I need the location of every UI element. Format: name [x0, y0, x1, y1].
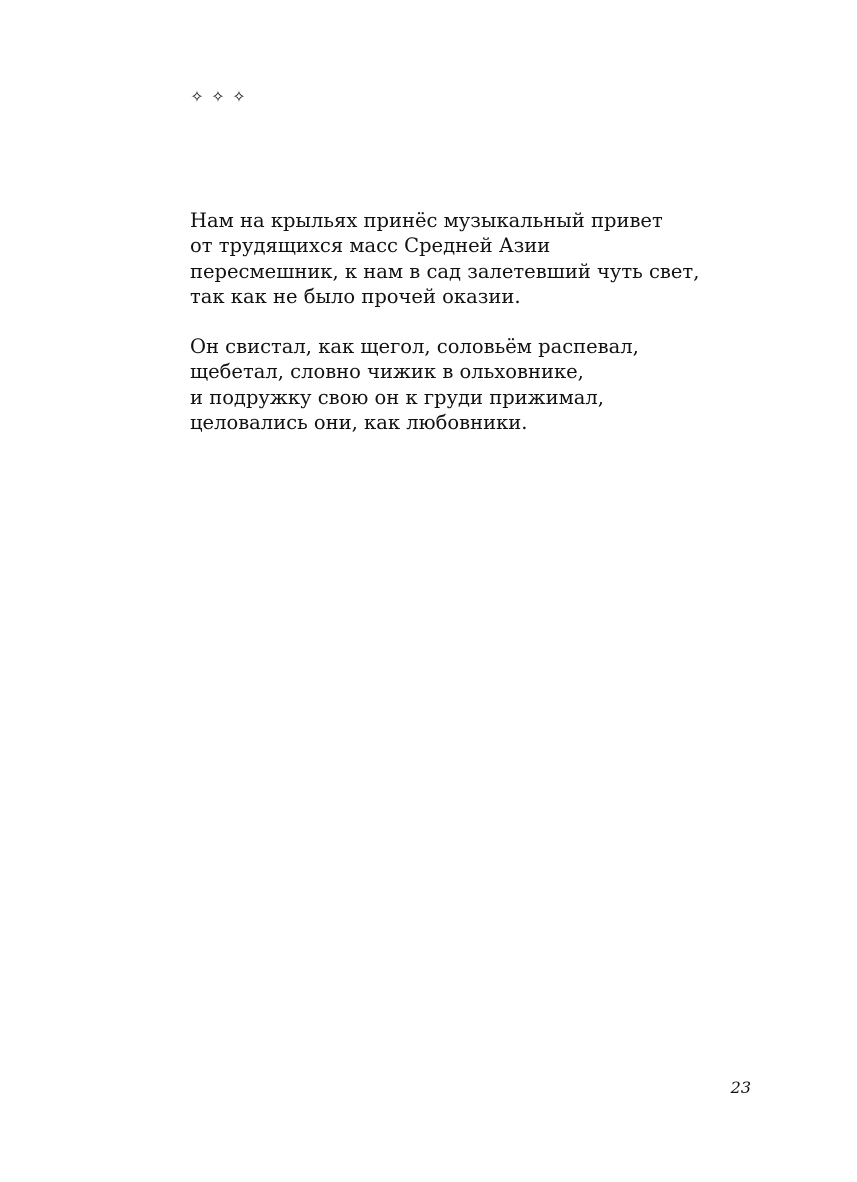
poem-line: щебетал, словно чижик в ольховнике, — [190, 360, 584, 384]
stanza-1 — [190, 208, 790, 309]
poem-line: Нам на крыльях принёс музыкальный привет — [190, 209, 663, 232]
poem-line: от трудящихся масс Средней Азии — [190, 234, 551, 258]
poem-line: целовались они, как любовники. — [190, 411, 528, 435]
poem-line: так как не было прочей оказии. — [190, 284, 521, 308]
star-icon: ✧ — [190, 87, 204, 106]
star-icon: ✧ — [232, 87, 246, 106]
ornament-asterism — [189, 86, 247, 108]
stanza-2 — [190, 334, 790, 435]
poem-line: Он свистал, как щегол, соловьём распевал, — [190, 335, 639, 359]
poem-text — [190, 208, 790, 460]
poem-line: пересмешник, к нам в сад залетевший чуть свет, — [190, 259, 700, 283]
poem-line: и подружку свою он к груди прижимал, — [190, 385, 604, 409]
page-number: 23 — [730, 1078, 751, 1097]
star-icon: ✧ — [211, 87, 225, 106]
